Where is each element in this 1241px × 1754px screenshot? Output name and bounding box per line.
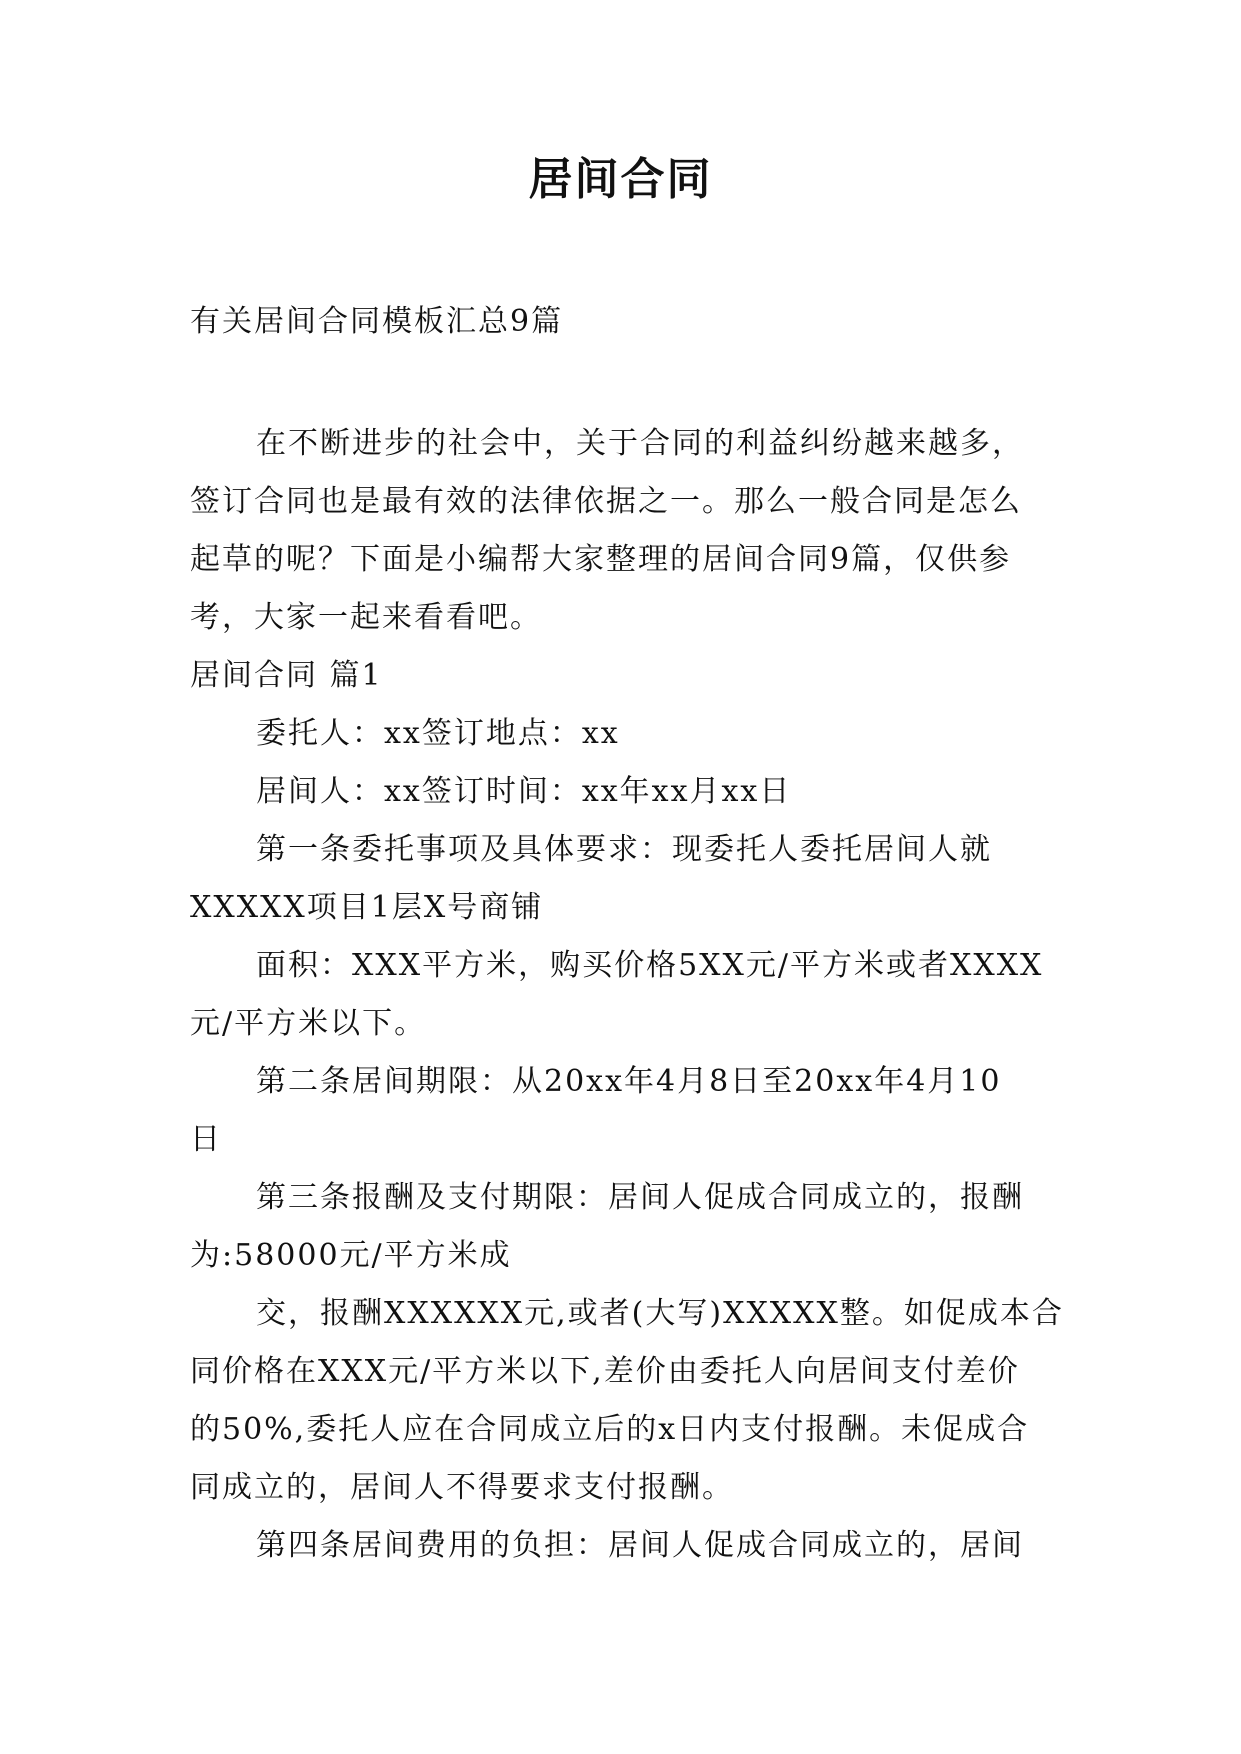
area-line-1: 面积：XXX平方米，购买价格5XX元/平方米或者XXXX [256,948,1044,983]
article-1-line-1: 第一条委托事项及具体要求：现委托人委托居间人就 [256,832,992,867]
article-4-line-1: 第四条居间费用的负担：居间人促成合同成立的，居间 [256,1528,1024,1563]
client-line: 委托人：xx签订地点：xx [256,716,620,751]
document-body [190,293,1070,1575]
intro-line-1: 在不断进步的社会中，关于合同的利益纠纷越来越多， [256,426,1024,461]
article-2-line-2: 日 [190,1122,222,1157]
article-3-line-1: 第三条报酬及支付期限：居间人促成合同成立的，报酬 [256,1180,1024,1215]
intro-line-3: 起草的呢？下面是小编帮大家整理的居间合同9篇，仅供参 [190,542,1012,577]
payment-line-1: 交，报酬XXXXXX元,或者(大写)XXXXX整。如促成本合 [256,1296,1064,1331]
area-line-2: 元/平方米以下。 [190,1006,427,1041]
intro-line-2: 签订合同也是最有效的法律依据之一。那么一般合同是怎么 [190,484,1022,519]
payment-line-4: 同成立的，居间人不得要求支付报酬。 [190,1470,734,1505]
section-heading: 居间合同 篇1 [190,658,383,693]
article-3-line-2: 为:58000元/平方米成 [190,1238,512,1273]
payment-line-3: 的50%,委托人应在合同成立后的x日内支付报酬。未促成合 [190,1412,1030,1447]
intermediary-line: 居间人：xx签订时间：xx年xx月xx日 [256,774,792,809]
article-1-line-2: XXXXX项目1层X号商铺 [190,890,544,925]
payment-line-2: 同价格在XXX元/平方米以下,差价由委托人向居间支付差价 [190,1354,1020,1389]
article-2-line-1: 第二条居间期限：从20xx年4月8日至20xx年4月10 [256,1064,1002,1099]
document-title: 居间合同 [528,154,713,205]
document-subtitle: 有关居间合同模板汇总9篇 [190,304,564,339]
paragraph-spacer [190,351,1070,415]
intro-line-4: 考，大家一起来看看吧。 [190,600,542,635]
